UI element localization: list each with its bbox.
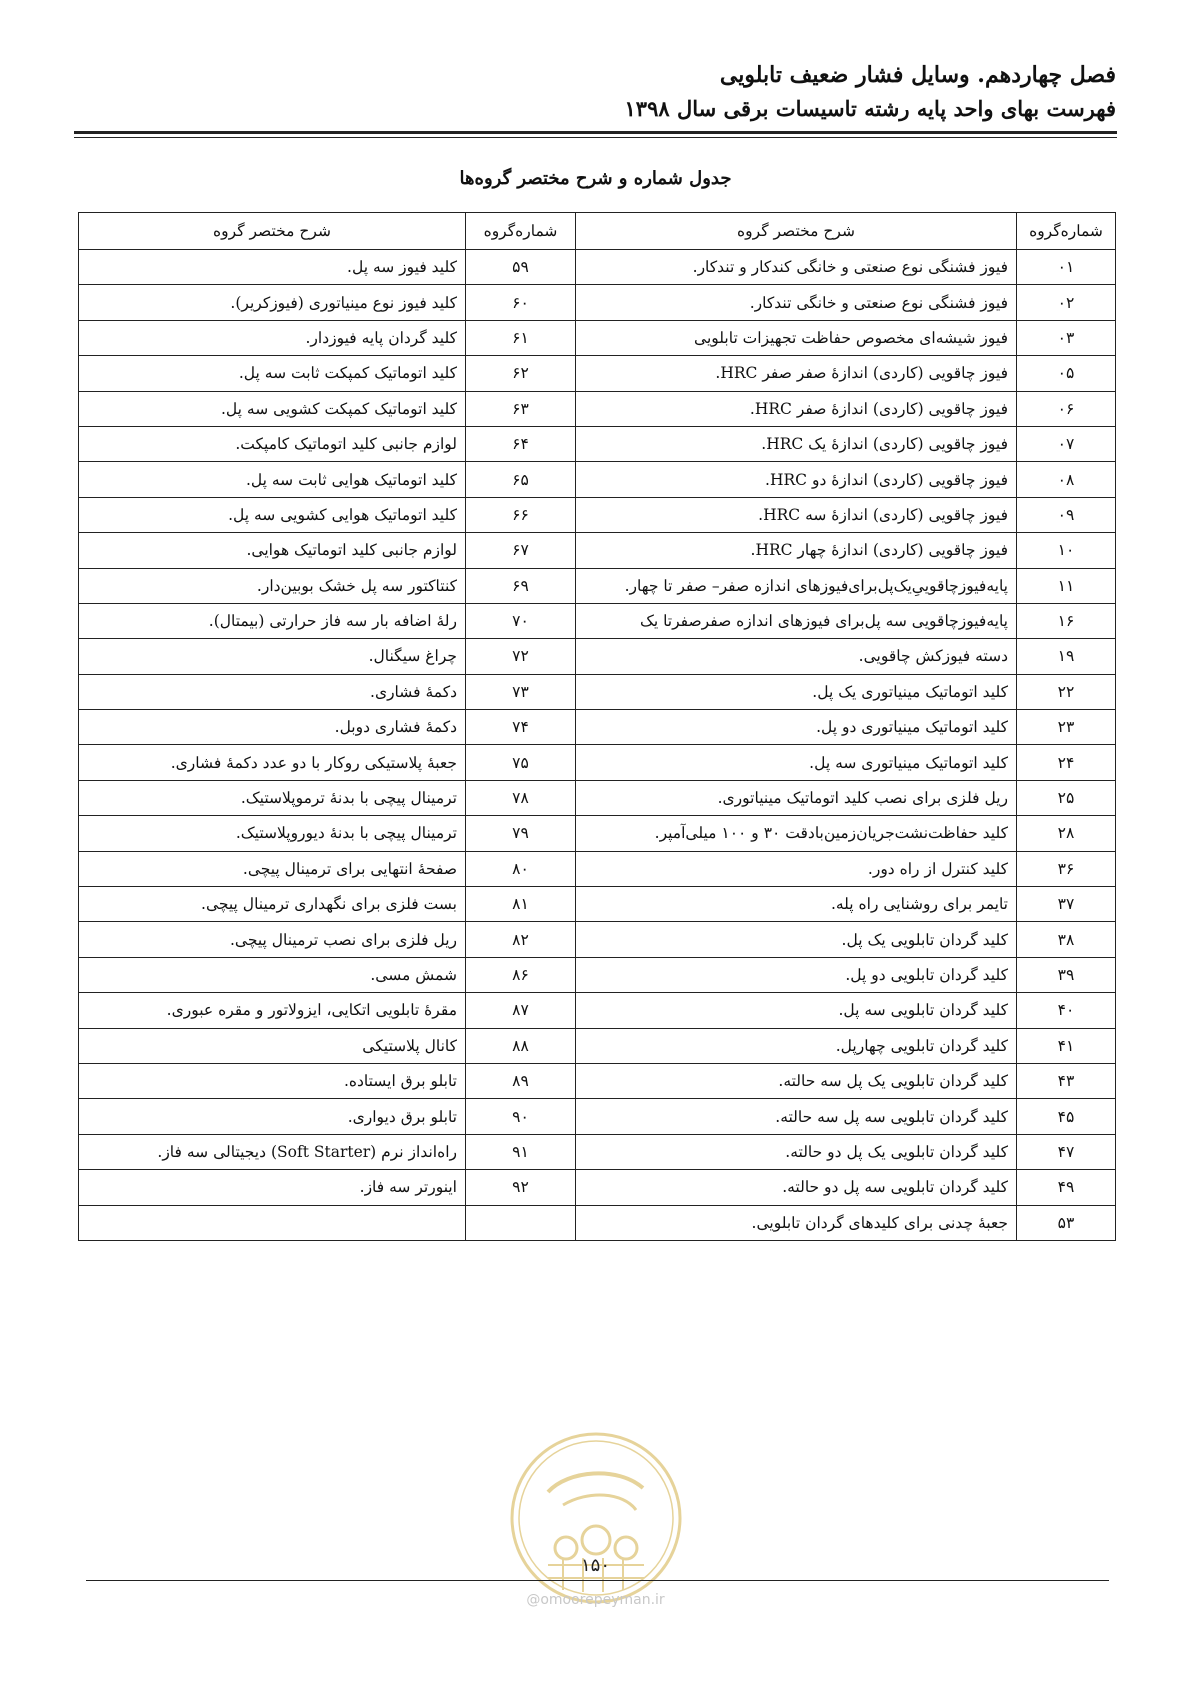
group-desc-right: جعبهٔ چدنی برای کلیدهای گردان تابلویی. (576, 1205, 1017, 1240)
table-row (79, 887, 1116, 922)
group-code-left: ۷۸ (466, 780, 576, 815)
group-code-left: ۸۶ (466, 957, 576, 992)
group-table (78, 212, 1116, 1241)
group-desc-left: کلید اتوماتیک هوایی ثابت سه پل. (79, 462, 466, 497)
group-code-right: ۰۷ (1017, 426, 1116, 461)
table-row (79, 745, 1116, 780)
table-row (79, 922, 1116, 957)
group-desc-right: فیوز چاقویی (کاردی) اندازهٔ صفر صفر HRC. (576, 356, 1017, 391)
group-code-right: ۲۲ (1017, 674, 1116, 709)
footer-url: @omoorepeyman.ir (526, 1592, 665, 1608)
group-desc-left: ترمینال پیچی با بدنهٔ ترموپلاستیک. (79, 780, 466, 815)
group-desc-right: پایه‌فیوزچاقویی سه پل‌برای فیوزهای اندازه صفرصفرتا یک (576, 603, 1017, 638)
group-desc-right: کلید اتوماتیک مینیاتوری یک پل. (576, 674, 1017, 709)
group-code-left: ۶۱ (466, 320, 576, 355)
group-desc-right: کلید گردان تابلویی سه پل سه حالته. (576, 1099, 1017, 1134)
table-title: جدول شماره و شرح مختصر گروه‌ها (459, 168, 732, 189)
group-desc-left: تابلو برق ایستاده. (79, 1063, 466, 1098)
group-desc-left: اینورتر سه فاز. (79, 1170, 466, 1205)
group-desc-right: فیوز شیشه‌ای مخصوص حفاظت تجهیزات تابلویی (576, 320, 1017, 355)
group-code-left: ۸۱ (466, 887, 576, 922)
table-row (79, 851, 1116, 886)
group-desc-right: فیوز فشنگی نوع صنعتی و خانگی تندکار. (576, 285, 1017, 320)
group-desc-right: فیوز چاقویی (کاردی) اندازهٔ دو HRC. (576, 462, 1017, 497)
group-code-left: ۸۹ (466, 1063, 576, 1098)
group-desc-left: جعبهٔ پلاستیکی روکار با دو عدد دکمهٔ فشاری. (79, 745, 466, 780)
group-code-left: ۷۴ (466, 710, 576, 745)
group-code-right: ۲۵ (1017, 780, 1116, 815)
group-desc-left: ترمینال پیچی با بدنهٔ دیوروپلاستیک. (79, 816, 466, 851)
group-code-left: ۸۸ (466, 1028, 576, 1063)
table-row (79, 356, 1116, 391)
group-code-left: ۸۰ (466, 851, 576, 886)
group-code-left: ۸۷ (466, 993, 576, 1028)
table-row (79, 462, 1116, 497)
group-desc-left: چراغ سیگنال. (79, 639, 466, 674)
group-code-right: ۰۹ (1017, 497, 1116, 532)
table-row (79, 426, 1116, 461)
group-code-right: ۲۸ (1017, 816, 1116, 851)
group-code-right: ۴۳ (1017, 1063, 1116, 1098)
group-desc-left: کلید فیوز سه پل. (79, 250, 466, 285)
group-code-left: ۶۷ (466, 533, 576, 568)
table-row (79, 1028, 1116, 1063)
group-code-left: ۹۰ (466, 1099, 576, 1134)
group-desc-left: ریل فلزی برای نصب ترمینال پیچی. (79, 922, 466, 957)
group-desc-right: کلید گردان تابلویی یک پل. (576, 922, 1017, 957)
group-code-right: ۵۳ (1017, 1205, 1116, 1240)
header-desc-right: شرح مختصر گروه (576, 213, 1017, 250)
group-code-left: ۶۰ (466, 285, 576, 320)
group-desc-left (79, 1205, 466, 1240)
group-code-left: ۶۳ (466, 391, 576, 426)
group-code-left: ۷۵ (466, 745, 576, 780)
group-desc-right: کلید اتوماتیک مینیاتوری سه پل. (576, 745, 1017, 780)
header-divider-thin (74, 137, 1117, 138)
group-desc-right: کلید گردان تابلویی یک پل سه حالته. (576, 1063, 1017, 1098)
group-desc-left: شمش مسی. (79, 957, 466, 992)
table-row (79, 710, 1116, 745)
table-row (79, 1205, 1116, 1240)
table-row (79, 285, 1116, 320)
group-desc-left: رلهٔ اضافه بار سه فاز حرارتی (بیمتال). (79, 603, 466, 638)
group-code-right: ۴۰ (1017, 993, 1116, 1028)
group-code-right: ۰۸ (1017, 462, 1116, 497)
group-desc-left: دکمهٔ فشاری دوبل. (79, 710, 466, 745)
group-desc-left: کلید اتوماتیک کمپکت ثابت سه پل. (79, 356, 466, 391)
table-row (79, 391, 1116, 426)
group-code-right: ۱۶ (1017, 603, 1116, 638)
group-desc-right: فیوز چاقویی (کاردی) اندازهٔ چهار HRC. (576, 533, 1017, 568)
group-code-right: ۴۱ (1017, 1028, 1116, 1063)
group-code-right: ۲۴ (1017, 745, 1116, 780)
group-desc-right: فیوز چاقویی (کاردی) اندازهٔ سه HRC. (576, 497, 1017, 532)
group-desc-left: کلید گردان پایه فیوزدار. (79, 320, 466, 355)
table-header-row (79, 213, 1116, 250)
table-row (79, 1099, 1116, 1134)
group-code-left: ۶۲ (466, 356, 576, 391)
group-code-left: ۵۹ (466, 250, 576, 285)
group-desc-right: کلید گردان تابلویی دو پل. (576, 957, 1017, 992)
group-desc-left: کانال پلاستیکی (79, 1028, 466, 1063)
group-code-right: ۳۸ (1017, 922, 1116, 957)
table-row (79, 1170, 1116, 1205)
page-number: ۱۵۰ (580, 1555, 610, 1576)
group-desc-left: کلید اتوماتیک هوایی کشویی سه پل. (79, 497, 466, 532)
header-code-left: شماره‌گروه (466, 213, 576, 250)
table-row (79, 639, 1116, 674)
group-desc-left: کلید اتوماتیک کمپکت کشویی سه پل. (79, 391, 466, 426)
group-code-left: ۹۲ (466, 1170, 576, 1205)
group-code-right: ۰۲ (1017, 285, 1116, 320)
group-code-right: ۰۵ (1017, 356, 1116, 391)
group-desc-right: فیوز چاقویی (کاردی) اندازهٔ صفر HRC. (576, 391, 1017, 426)
group-code-left: ۷۹ (466, 816, 576, 851)
group-desc-right: فیوز چاقویی (کاردی) اندازهٔ یک HRC. (576, 426, 1017, 461)
group-desc-right: فیوز فشنگی نوع صنعتی و خانگی کندکار و تندکار. (576, 250, 1017, 285)
table-row (79, 674, 1116, 709)
table-row (79, 780, 1116, 815)
group-code-right: ۰۳ (1017, 320, 1116, 355)
group-desc-right: پایه‌فیوزچاقوییِ‌یک‌پل‌برای‌فیوزهای اندازه صفر– صفر تا چهار. (576, 568, 1017, 603)
group-desc-left: تابلو برق دیواری. (79, 1099, 466, 1134)
table-row (79, 250, 1116, 285)
group-code-left: ۶۹ (466, 568, 576, 603)
group-desc-right: کلید گردان تابلویی سه پل دو حالته. (576, 1170, 1017, 1205)
group-code-right: ۳۷ (1017, 887, 1116, 922)
header-divider-thick (74, 131, 1117, 134)
group-code-left: ۶۶ (466, 497, 576, 532)
group-desc-right: کلید کنترل از راه دور. (576, 851, 1017, 886)
table-row (79, 603, 1116, 638)
page-header (66, 58, 1116, 126)
group-code-left: ۶۴ (466, 426, 576, 461)
group-code-left: ۹۱ (466, 1134, 576, 1169)
group-desc-left: مقرهٔ تابلویی اتکایی، ایزولاتور و مقره عبوری. (79, 993, 466, 1028)
group-code-right: ۰۶ (1017, 391, 1116, 426)
group-desc-left: لوازم جانبی کلید اتوماتیک هوایی. (79, 533, 466, 568)
group-code-right: ۳۶ (1017, 851, 1116, 886)
group-desc-left: کنتاکتور سه پل خشک بوبین‌دار. (79, 568, 466, 603)
table-row (79, 568, 1116, 603)
group-code-right: ۰۱ (1017, 250, 1116, 285)
group-desc-left: بست فلزی برای نگهداری ترمینال پیچی. (79, 887, 466, 922)
group-code-right: ۱۰ (1017, 533, 1116, 568)
table-row (79, 1063, 1116, 1098)
table-row (79, 497, 1116, 532)
table-row (79, 1134, 1116, 1169)
chapter-title: فصل چهاردهم. وسایل فشار ضعیف تابلویی (719, 62, 1116, 88)
group-desc-right: کلید اتوماتیک مینیاتوری دو پل. (576, 710, 1017, 745)
group-desc-left: لوازم جانبی کلید اتوماتیک کامپکت. (79, 426, 466, 461)
header-code-right: شماره‌گروه (1017, 213, 1116, 250)
table-row (79, 957, 1116, 992)
group-desc-right: کلید حفاظت‌نشت‌جریان‌زمین‌بادقت ۳۰ و ۱۰۰ میلی‌آمپر. (576, 816, 1017, 851)
group-desc-right: تایمر برای روشنایی راه پله. (576, 887, 1017, 922)
group-code-right: ۲۳ (1017, 710, 1116, 745)
list-title: فهرست بهای واحد پایه رشته تاسیسات برقی سال ۱۳۹۸ (624, 96, 1116, 121)
group-code-left: ۷۰ (466, 603, 576, 638)
header-desc-left: شرح مختصر گروه (79, 213, 466, 250)
footer-divider (86, 1580, 1109, 1581)
group-desc-left: کلید فیوز نوع مینیاتوری (فیوزکریر). (79, 285, 466, 320)
table-row (79, 320, 1116, 355)
table-row (79, 533, 1116, 568)
group-code-right: ۳۹ (1017, 957, 1116, 992)
group-desc-left: دکمهٔ فشاری. (79, 674, 466, 709)
group-desc-left: صفحهٔ انتهایی برای ترمینال پیچی. (79, 851, 466, 886)
group-code-left: ۶۵ (466, 462, 576, 497)
group-desc-right: دسته فیوزکش چاقویی. (576, 639, 1017, 674)
group-code-right: ۱۱ (1017, 568, 1116, 603)
group-code-right: ۴۵ (1017, 1099, 1116, 1134)
table-row (79, 993, 1116, 1028)
group-desc-left: راه‌انداز نرم (Soft Starter) دیجیتالی سه فاز. (79, 1134, 466, 1169)
group-desc-right: کلید گردان تابلویی یک پل دو حالته. (576, 1134, 1017, 1169)
group-code-right: ۴۷ (1017, 1134, 1116, 1169)
group-desc-right: ریل فلزی برای نصب کلید اتوماتیک مینیاتوری. (576, 780, 1017, 815)
group-desc-right: کلید گردان تابلویی سه پل. (576, 993, 1017, 1028)
group-code-left: ۷۲ (466, 639, 576, 674)
group-desc-right: کلید گردان تابلویی چهارپل. (576, 1028, 1017, 1063)
group-code-right: ۴۹ (1017, 1170, 1116, 1205)
group-code-left (466, 1205, 576, 1240)
group-code-right: ۱۹ (1017, 639, 1116, 674)
table-row (79, 816, 1116, 851)
group-code-left: ۸۲ (466, 922, 576, 957)
group-code-left: ۷۳ (466, 674, 576, 709)
